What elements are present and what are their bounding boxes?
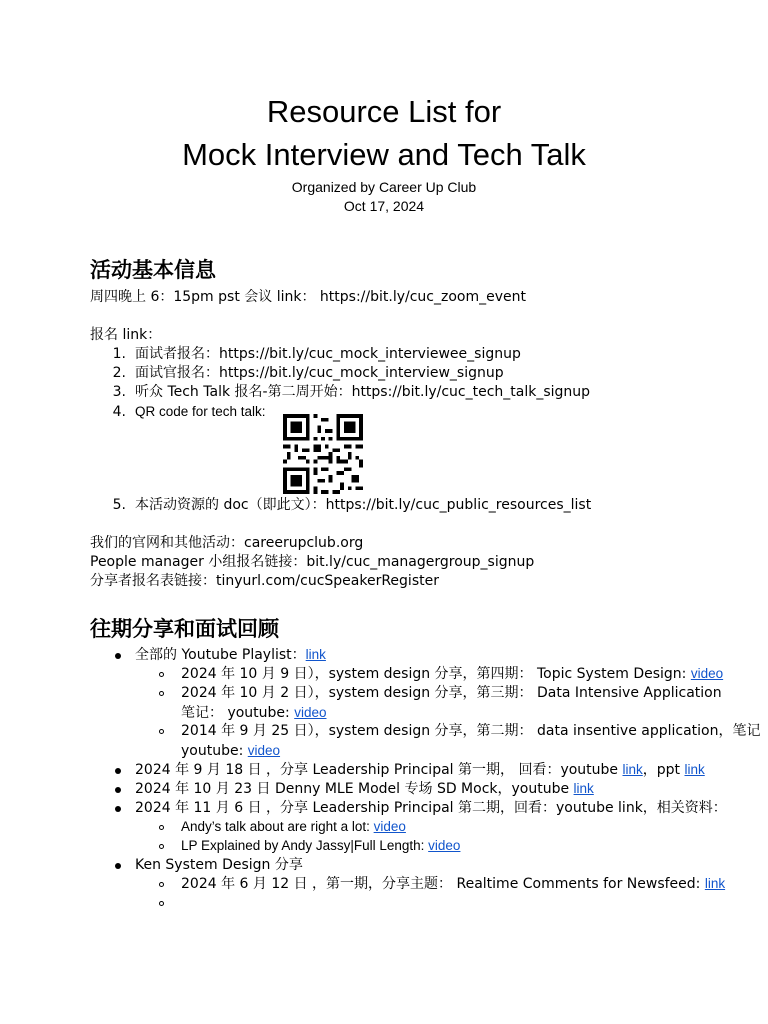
playlist-link[interactable]: link xyxy=(305,647,326,662)
sd-session-4-video-link[interactable]: video xyxy=(690,666,724,681)
list-item-andy-talk: Andy’s talk about are right a lot: video xyxy=(181,819,406,834)
list-item-sd-session-3-cont: 笔记： youtube: video xyxy=(181,705,327,721)
list-number: 5. xyxy=(112,497,126,513)
list-number: 2. xyxy=(112,365,126,381)
pm-group-signup-line[interactable]: People manager 小组报名链接：bit.ly/cuc_managergroup_signup xyxy=(90,554,535,570)
section-heading-past-talks: 往期分享和面试回顾 xyxy=(90,617,279,641)
list-number: 3. xyxy=(112,384,126,400)
sub-bullet xyxy=(159,672,164,677)
list-item-sd-session-2-cont: youtube: video xyxy=(181,743,281,759)
sub-bullet xyxy=(159,882,164,887)
sd-session-3-video-link[interactable]: video xyxy=(294,705,327,720)
bullet xyxy=(115,787,121,793)
website-line[interactable]: 我们的官网和其他活动：careerupclub.org xyxy=(90,535,364,551)
doc-organizer: Organized by Career Up Club xyxy=(291,179,477,195)
list-item-ken-session-1: 2024 年 6 月 12 日 ，第一期，分享主题： Realtime Comments for Newsfeed: link xyxy=(181,876,726,892)
sd-session-2-video-link[interactable]: video xyxy=(247,743,281,758)
list-item-playlist: 全部的 Youtube Playlist：link xyxy=(135,647,326,663)
sub-bullet xyxy=(159,729,164,734)
bullet xyxy=(115,806,121,812)
ken-session-1-link[interactable]: link xyxy=(704,876,726,891)
zoom-line[interactable]: 周四晚上 6：15pm pst 会议 link： https://bit.ly/cuc_zoom_event xyxy=(90,289,526,305)
list-item-sd-session-4: 2024 年 10 月 9 日），system design 分享，第四期： Topic System Design: video xyxy=(181,666,724,682)
sub-bullet xyxy=(159,901,164,906)
list-item-sd-session-2: 2014 年 9 月 25 日），system design 分享，第二期： data insentive application，笔记 xyxy=(181,723,761,739)
lp-session-1-ppt-link[interactable]: link xyxy=(684,762,705,777)
sub-bullet xyxy=(159,844,164,849)
qr-code-image xyxy=(283,413,363,495)
list-item-ken-sd: Ken System Design 分享 xyxy=(135,857,303,873)
list-item-interviewee-signup[interactable]: 面试者报名：https://bit.ly/cuc_mock_interviewee_signup xyxy=(135,346,521,362)
bullet xyxy=(115,768,121,774)
doc-title-line1: Resource List for xyxy=(266,94,502,129)
speaker-register-line[interactable]: 分享者报名表链接：tinyurl.com/cucSpeakerRegister xyxy=(90,573,439,589)
sub-bullet xyxy=(159,825,164,830)
list-item-tech-talk-signup[interactable]: 听众 Tech Talk 报名-第二周开始：https://bit.ly/cuc_tech_talk_signup xyxy=(135,384,591,400)
list-item-sd-session-3: 2024 年 10 月 2 日），system design 分享，第三期： Data Intensive Application xyxy=(181,685,722,701)
signup-links-label: 报名 link： xyxy=(90,327,162,343)
list-number: 1. xyxy=(112,346,126,362)
bullet xyxy=(115,653,121,659)
list-item-resources-doc[interactable]: 本活动资源的 doc（即此文）：https://bit.ly/cuc_public_resources_list xyxy=(135,497,592,513)
section-heading-basic-info: 活动基本信息 xyxy=(90,258,216,282)
lp-explained-video-link[interactable]: video xyxy=(428,838,461,853)
list-item-qr-label: QR code for tech talk: xyxy=(135,404,266,419)
list-item-lp-explained: LP Explained by Andy Jassy|Full Length: video xyxy=(181,838,461,853)
list-item-interviewer-signup[interactable]: 面试官报名：https://bit.ly/cuc_mock_interview_signup xyxy=(135,365,504,381)
doc-title-line2: Mock Interview and Tech Talk xyxy=(182,137,586,172)
andy-talk-video-link[interactable]: video xyxy=(373,819,406,834)
list-item-lp-session-2: 2024 年 11 月 6 日 ，分享 Leadership Principal 第二期，回看：youtube link，相关资料： xyxy=(135,800,727,816)
lp-session-1-youtube-link[interactable]: link xyxy=(622,762,643,777)
list-item-lp-session-1: 2024 年 9 月 18 日 ，分享 Leadership Principal 第一期， 回看：youtube link，ppt link xyxy=(135,762,705,778)
list-item-denny-mle: 2024 年 10 月 23 日 Denny MLE Model 专场 SD Mock，youtube link xyxy=(135,781,594,797)
bullet xyxy=(115,863,121,869)
doc-date: Oct 17, 2024 xyxy=(343,198,425,214)
sub-bullet xyxy=(159,691,164,696)
list-number: 4. xyxy=(112,404,126,420)
denny-mle-youtube-link[interactable]: link xyxy=(573,781,594,796)
